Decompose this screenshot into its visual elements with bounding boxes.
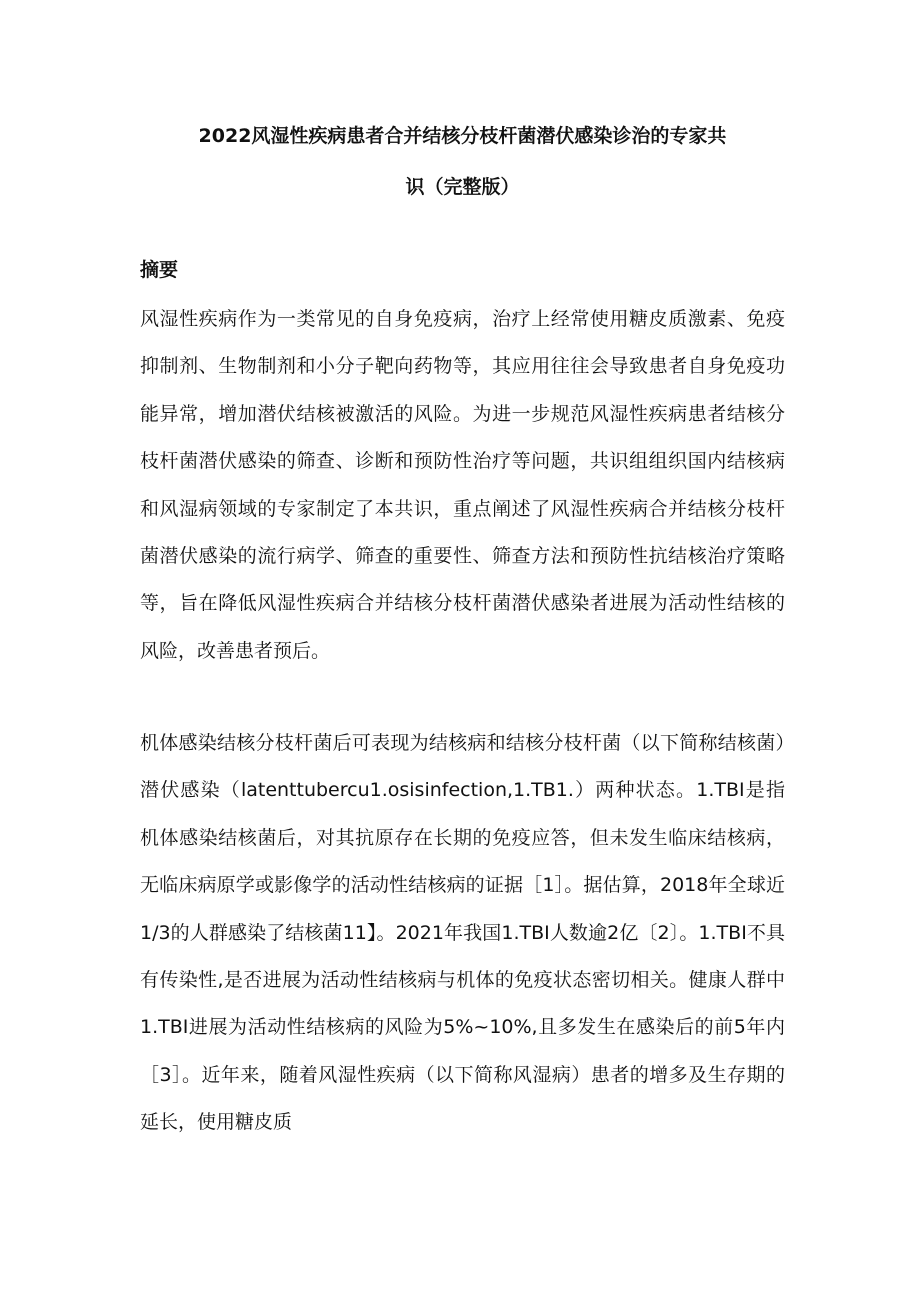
document-title-line-1: 2022风湿性疾病患者合并结核分枝杆菌潜伏感染诊治的专家共 xyxy=(198,125,727,147)
abstract-heading: 摘要 xyxy=(140,259,179,281)
abstract-paragraph: 风湿性疾病作为一类常见的自身免疫病，治疗上经常使用糖皮质激素、免疫抑制剂、生物制剂和小分子靶向药物等，其应用往往会导致患者自身免疫功能异常，增加潜伏结核被激活的风险。为进一步规范风湿性疾病患者结核分枝杆菌潜伏感染的筛查、诊断和预防性治疗等问题，共识组组织国内结核病和风湿病领域的专家制定了本共识，重点阐述了风湿性疾病合并结核分枝杆菌潜伏感染的流行病学、筛查的重要性、筛查方法和预防性抗结核治疗策略等，旨在降低风湿性疾病合并结核分枝杆菌潜伏感染者进展为活动性结核的风险，改善患者预后。 xyxy=(140,308,785,662)
body-paragraph: 机体感染结核分枝杆菌后可表现为结核病和结核分枝杆菌（以下简称结核菌）潜伏感染（latenttubercu1.osisinfection,1.TB1.）两种状态。1.TBI是指机体感染结核菌后，对其抗原存在长期的免疫应答，但未发生临床结核病，无临床病原学或影像学的活动性结核病的证据［1］。据估算，2018年全球近1/3的人群感染了结核菌11】。2021年我国1.TBI人数逾2亿〔2〕。1.TBI不具有传染性,是否进展为活动性结核病与机体的免疫状态密切相关。健康人群中1.TBI进展为活动性结核病的风险为5%~10%,且多发生在感染后的前5年内［3］。近年来，随着风湿性疾病（以下简称风湿病）患者的增多及生存期的延长，使用糖皮质 xyxy=(140,732,785,1134)
document-title-line-2: 识（完整版） xyxy=(405,176,520,198)
